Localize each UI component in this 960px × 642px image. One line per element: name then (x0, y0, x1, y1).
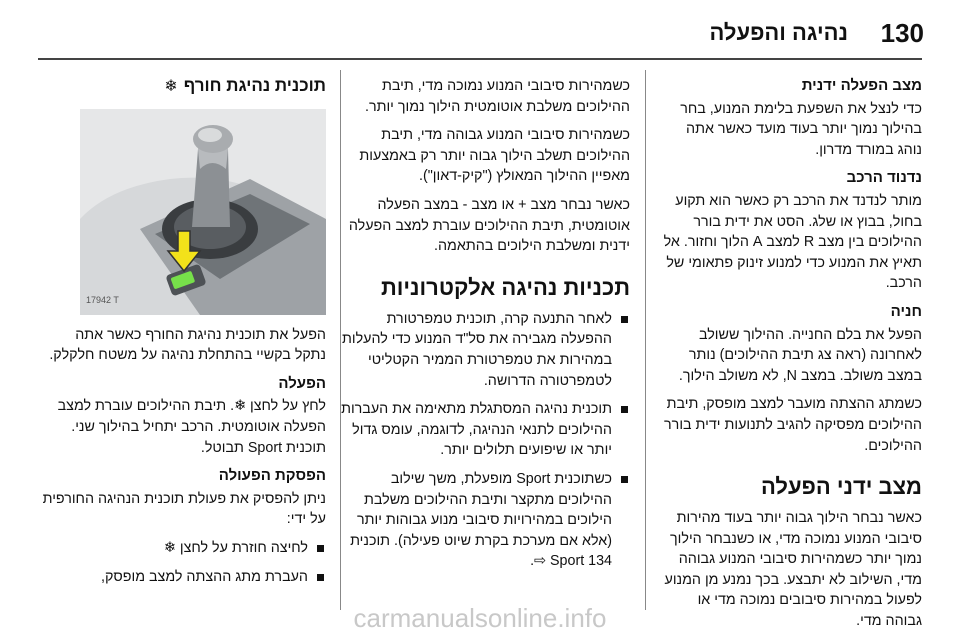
deactivation-text: ניתן להפסיק את פעולת תוכנית הנהיגה החורפית על ידי: (42, 490, 326, 528)
activation-text: לחץ על לחצן ❄. תיבת ההילוכים עוברת למצב הפעלה אוטומטית. הרכב יתחיל בהילוך שני. תוכנית Sport תבוטל. (57, 398, 326, 456)
list-item: תוכנית נהיגה המסתגלת מתאימה את העברות ההילוכים לתנאי הנהיגה, לדוגמה, עומס גדול יותר או שיפועים תלולים יותר. (340, 399, 630, 461)
middle-column (340, 76, 630, 616)
manual-shift-heading: מצב הפעלה ידנית (801, 77, 922, 94)
gear-lever-drawing (80, 109, 326, 315)
column-divider (645, 70, 646, 610)
manual-mode-heading: מצב ידני הפעלה (760, 474, 922, 500)
activation-heading: הפעלה (278, 374, 326, 392)
electronic-programs-heading: תכניות נהיגה אלקטרוניות (380, 274, 630, 300)
parking-text-1: הפעל את בלם החנייה. ההילוך ששולב לאחרונה (ראה צג תיבת ההילוכים) נותר במצב משולב. במצב N, לא משולב הילוך. (678, 326, 922, 384)
list-item: לאחר התנעה קרה, תוכנית טמפרטורת ההפעלה מגבירה את סל"ד המנוע כדי להעלות במהירות את טמפרטורת הממיר הקטליטי לטמפרטורה הדרושה. (340, 309, 630, 391)
plus-minus-text: כאשר נבחר מצב + או מצב - במצב הפעלה אוטומטית, תיבת ההילוכים עוברת למצב הפעלה ידנית ומשלבת הילוכים בהתאמה. (348, 196, 630, 255)
low-rpm-text: כשמהירות סיבובי המנוע נמוכה מדי, תיבת ההילוכים משלבת אוטומטית הילוך נמוך יותר. (364, 78, 630, 115)
page-header (0, 0, 960, 58)
left-column (42, 76, 326, 616)
figure-code: 17942 T (86, 295, 119, 305)
parking-text-2: כשמתג ההצתה מועבר למצב מופסק, תיבת ההילוכים מפסיקה להגיב לתנועות ידית בורר ההילוכים. (664, 396, 922, 454)
page-number: 130 (880, 18, 924, 48)
list-item: העברת מתג ההצתה למצב מופסק, (42, 567, 326, 588)
section-title: נהיגה והפעלה (709, 20, 848, 45)
manual-shift-text: כדי לנצל את השפעת בלימת המנוע, בחר בהילוך נמוך יותר בעוד מועד כאשר אתה נוהג במורד מדרון. (680, 100, 922, 158)
rocking-heading: נדנוד הרכב (846, 169, 922, 187)
deactivation-heading: הפסקת הפעולה (218, 467, 326, 485)
deactivation-list (42, 538, 326, 587)
gear-selector-illustration (80, 109, 326, 315)
high-rpm-text: כשמהירות סיבובי המנוע גבוהה מדי, תיבת ההילוכים תשלב הילוך גבוה יותר רק באמצעות מאפיין ההילוך המאולץ ("קיק-דאון"). (359, 127, 630, 185)
watermark: carmanualsonline.info (353, 603, 607, 633)
right-column (660, 76, 922, 630)
electronic-programs-list (340, 309, 630, 572)
winter-program-text: הפעל את תוכנית נהיגת החורף כאשר אתה נתקל בקשיי בהתחלת נהיגה על משטח חלקלק. (49, 326, 326, 364)
rocking-text: מותר לנדנד את הרכב רק כאשר הוא תקוע בחול, בבוץ או שלג. הסט את ידית בורר ההילוכים בין מצב R למצב A הלוך וחזור. אל תאיץ את המנוע כדי למנוע זינוק פתאומי של הרכב. (663, 192, 922, 292)
parking-heading: חניה (890, 302, 922, 320)
winter-program-heading: תוכנית נהיגת חורף (183, 76, 326, 95)
snowflake-icon: ❄ (164, 76, 178, 95)
list-item: כשתוכנית Sport מופעלת, משך שילוב ההילוכים מתקצר ותיבת ההילוכים משלבת הילוכים במהירויות סיבובי מנוע גבוהות יותר (אלא אם מערכת בקרת שיוט פעילה). תוכנית Sport 134 ⇨. (340, 469, 630, 572)
header-divider (38, 58, 922, 60)
winter-heading-row (42, 76, 326, 97)
manual-mode-text: כאשר נבחר הילוך גבוה יותר בעוד מהירות סיבובי המנוע נמוכה מדי, או כשנבחר הילוך נמוך יותר כשמהירות סיבובי המנוע גבוהה מדי, השילוב לא יתבצע. בכך נמנע מן המנוע לפעול במהירות סיבובים נמוכה מדי או גבוהה מדי. (664, 510, 922, 630)
list-item: לחיצה חוזרת על לחצן ❄ (42, 538, 326, 559)
